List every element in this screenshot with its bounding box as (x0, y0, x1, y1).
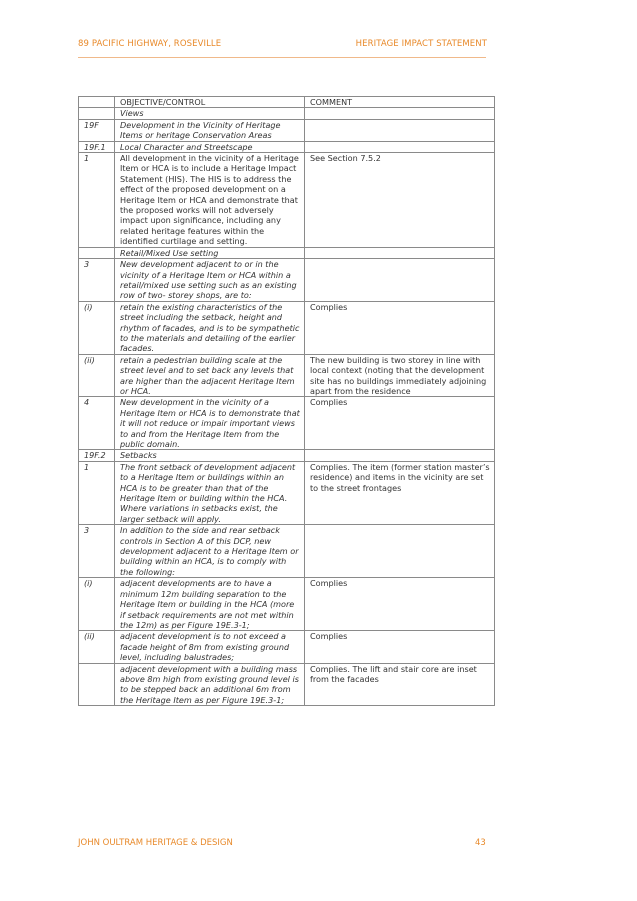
control-cell: New development adjacent to or in the vicinity of a Heritage Item or HCA within a retail/mixed use setting such as an existing row of two- storey shops, are to: (115, 259, 305, 302)
table-row (79, 578, 495, 631)
ref-cell: (i) (79, 578, 115, 631)
comment-cell (305, 119, 495, 141)
ref-cell: 19F (79, 119, 115, 141)
control-cell: Retail/Mixed Use setting (115, 247, 305, 258)
comment-cell: Complies. The item (former station master’s residence) and items in the vicinity are set to the street frontages (305, 461, 495, 524)
table-row (79, 525, 495, 578)
comment-cell: Complies (305, 578, 495, 631)
comment-cell (305, 259, 495, 302)
table-row (79, 663, 495, 706)
comment-cell: Complies (305, 631, 495, 663)
heritage-controls-table (78, 96, 495, 706)
header-site-address: 89 PACIFIC HIGHWAY, ROSEVILLE (78, 39, 222, 49)
comment-cell: Complies. The lift and stair core are inset from the facades (305, 663, 495, 706)
control-cell: retain the existing characteristics of the street including the setback, height and rhythm of facades, and is to be sympathetic to the materials and detailing of the earlier facades. (115, 301, 305, 354)
control-cell: Setbacks (115, 450, 305, 461)
table-row (79, 153, 495, 248)
comment-cell: Complies (305, 301, 495, 354)
control-cell: All development in the vicinity of a Heritage Item or HCA is to include a Heritage Impact Statement (HIS). The HIS is to address the effect of the proposed development on a Heritage Item or HCA and demonstrate that the proposed works will not adversely impact upon significance, including any related heritage features within the identified curtilage and setting. (115, 153, 305, 248)
comment-cell: The new building is two storey in line with local context (noting that the development site has no buildings immediately adjoining apart from the residence (305, 354, 495, 397)
header-control-cell: OBJECTIVE/CONTROL (115, 97, 305, 108)
table-row (79, 631, 495, 663)
ref-cell: 1 (79, 153, 115, 248)
table-row (79, 397, 495, 450)
ref-cell (79, 108, 115, 119)
ref-cell: 3 (79, 259, 115, 302)
table-row (79, 301, 495, 354)
table-row (79, 108, 495, 119)
table-row (79, 450, 495, 461)
table-row (79, 141, 495, 152)
control-cell: In addition to the side and rear setback controls in Section A of this DCP, new development adjacent to a Heritage Item or building within an HCA, is to comply with the following: (115, 525, 305, 578)
ref-cell (79, 247, 115, 258)
control-cell: The front setback of development adjacent to a Heritage Item or buildings within an HCA is to be greater than that of the Heritage Item or building within the HCA. Where variations in setbacks exist, the larger setback will apply. (115, 461, 305, 524)
comment-cell: Complies (305, 397, 495, 450)
ref-cell: 19F.1 (79, 141, 115, 152)
comment-cell (305, 450, 495, 461)
comment-cell (305, 108, 495, 119)
control-cell: Local Character and Streetscape (115, 141, 305, 152)
header-ref-cell (79, 97, 115, 108)
ref-cell: 1 (79, 461, 115, 524)
table-row (79, 119, 495, 141)
control-cell: retain a pedestrian building scale at the street level and to set back any levels that are higher than the adjacent Heritage Item or HCA. (115, 354, 305, 397)
control-cell: Views (115, 108, 305, 119)
comment-cell (305, 247, 495, 258)
ref-cell: (ii) (79, 631, 115, 663)
ref-cell: (ii) (79, 354, 115, 397)
control-cell: New development in the vicinity of a Heritage Item or HCA is to demonstrate that it will not reduce or impair important views to and from the Heritage Item from the public domain. (115, 397, 305, 450)
comment-cell (305, 525, 495, 578)
control-cell: adjacent development with a building mass above 8m high from existing ground level is to be stepped back an additional 6m from the Heritage Item as per Figure 19E.3-1; (115, 663, 305, 706)
control-cell: adjacent developments are to have a minimum 12m building separation to the Heritage Item or building in the HCA (more if setback requirements are not met within the 12m) as per Figure 19E.3-1; (115, 578, 305, 631)
table-header-row (79, 97, 495, 108)
control-cell: adjacent development is to not exceed a facade height of 8m from existing ground level, including balustrades; (115, 631, 305, 663)
header-comment-cell: COMMENT (305, 97, 495, 108)
ref-cell (79, 663, 115, 706)
ref-cell: (i) (79, 301, 115, 354)
table-row (79, 259, 495, 302)
ref-cell: 19F.2 (79, 450, 115, 461)
footer-company-name: JOHN OULTRAM HERITAGE & DESIGN (78, 838, 233, 848)
header-document-title: HERITAGE IMPACT STATEMENT (355, 39, 487, 49)
comment-cell (305, 141, 495, 152)
table-row (79, 247, 495, 258)
control-cell: Development in the Vicinity of Heritage Items or heritage Conservation Areas (115, 119, 305, 141)
ref-cell: 4 (79, 397, 115, 450)
table-row (79, 461, 495, 524)
header-divider (78, 57, 486, 58)
comment-cell: See Section 7.5.2 (305, 153, 495, 248)
table-row (79, 354, 495, 397)
ref-cell: 3 (79, 525, 115, 578)
page-number: 43 (475, 838, 486, 848)
